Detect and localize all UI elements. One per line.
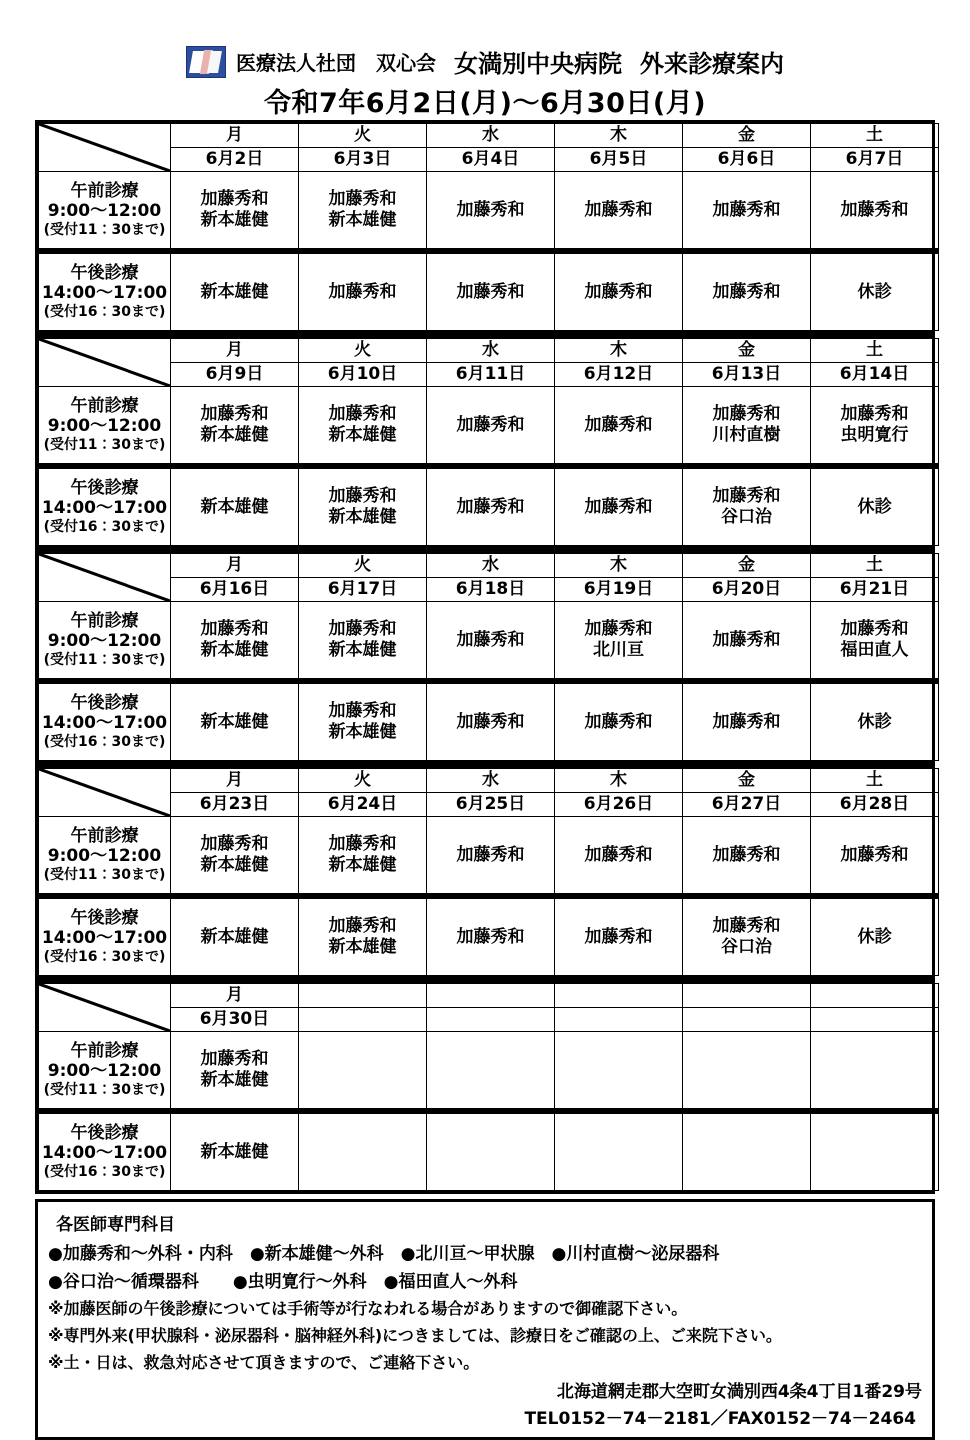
header-title-row <box>0 44 970 79</box>
doctor-name: 谷口治 <box>721 937 772 957</box>
doctor-name: 加藤秀和 <box>712 199 781 220</box>
afternoon-slot-2 <box>427 899 555 976</box>
morning-time-label: 午前診療 9:00〜12:00 (受付11：30まで) <box>39 1032 171 1109</box>
weekday-header-3: 木 <box>555 769 683 793</box>
weekday-header-3: 木 <box>555 339 683 363</box>
doctor-name: 加藤秀和 <box>584 619 653 640</box>
afternoon-slot-5 <box>811 469 939 546</box>
doctor-name: 加藤秀和 <box>584 414 653 435</box>
doctor-name: 北川亘 <box>593 640 644 660</box>
diagonal-line-icon <box>39 339 170 386</box>
afternoon-row <box>39 899 939 976</box>
doctor-name: 新本雄健 <box>328 937 397 957</box>
week-block-separator <box>38 761 932 768</box>
date-header-5: 6月21日 <box>811 578 939 602</box>
afternoon-time-label: 午後診療 14:00〜17:00 (受付16：30まで) <box>39 899 171 976</box>
schedule-period: 令和7年6月2日(月)〜6月30日(月) <box>263 88 707 119</box>
date-header-4 <box>683 1008 811 1032</box>
afternoon-slot-0 <box>171 899 299 976</box>
morning-slot-0 <box>171 817 299 894</box>
week-schedule-table <box>38 553 939 761</box>
afternoon-slot-5 <box>811 1114 939 1191</box>
morning-slot-2 <box>427 172 555 249</box>
date-header-0: 6月9日 <box>171 363 299 387</box>
doctor-name: 新本雄健 <box>328 507 397 527</box>
date-header-4: 6月20日 <box>683 578 811 602</box>
morning-time-label: 午前診療 9:00〜12:00 (受付11：30まで) <box>39 387 171 464</box>
doctor-name: 加藤秀和 <box>328 834 397 855</box>
date-header-2: 6月11日 <box>427 363 555 387</box>
doctor-name: 新本雄健 <box>200 281 269 302</box>
afternoon-slot-4 <box>683 254 811 331</box>
weekday-header-1: 火 <box>299 124 427 148</box>
afternoon-slot-2 <box>427 469 555 546</box>
morning-time-label: 午前診療 9:00〜12:00 (受付11：30まで) <box>39 172 171 249</box>
morning-slot-0 <box>171 387 299 464</box>
doctor-name: 加藤秀和 <box>584 496 653 517</box>
weekday-header-1: 火 <box>299 554 427 578</box>
morning-time-label: 午前診療 9:00〜12:00 (受付11：30まで) <box>39 602 171 679</box>
doctor-name: 加藤秀和 <box>456 629 525 650</box>
afternoon-row <box>39 254 939 331</box>
morning-slot-5 <box>811 387 939 464</box>
doctor-name: 新本雄健 <box>200 1070 269 1090</box>
weekday-header-4 <box>683 984 811 1008</box>
doctor-name: 新本雄健 <box>200 926 269 947</box>
afternoon-slot-4 <box>683 899 811 976</box>
afternoon-slot-0 <box>171 1114 299 1191</box>
doctor-name: 加藤秀和 <box>584 926 653 947</box>
weekday-header-0: 月 <box>171 339 299 363</box>
morning-row <box>39 172 939 249</box>
note-kato-afternoon: ※加藤医師の午後診療については手術等が行なわれる場合がありますので御確認下さい。 <box>48 1299 688 1318</box>
afternoon-time-label: 午後診療 14:00〜17:00 (受付16：30まで) <box>39 469 171 546</box>
doctor-name: 加藤秀和 <box>456 199 525 220</box>
hospital-tel-fax: TEL0152－74－2181／FAX0152－74－2464 <box>524 1409 916 1429</box>
morning-slot-4 <box>683 172 811 249</box>
schedule-table-container <box>35 120 935 1194</box>
afternoon-slot-5 <box>811 899 939 976</box>
weekday-header-row <box>39 984 939 1008</box>
weekday-header-1 <box>299 984 427 1008</box>
doctor-name: 新本雄健 <box>200 210 269 230</box>
diagonal-line-icon <box>39 769 170 816</box>
date-header-3: 6月5日 <box>555 148 683 172</box>
doctor-name: 加藤秀和 <box>712 486 781 507</box>
date-header-1: 6月24日 <box>299 793 427 817</box>
doctor-name: 加藤秀和 <box>200 189 269 210</box>
doctor-name: 加藤秀和 <box>200 834 269 855</box>
weekday-header-1: 火 <box>299 769 427 793</box>
morning-slot-4 <box>683 1032 811 1109</box>
weekday-header-3 <box>555 984 683 1008</box>
morning-slot-1 <box>299 1032 427 1109</box>
page-header <box>0 0 970 120</box>
doctor-name: 加藤秀和 <box>712 711 781 732</box>
morning-slot-3 <box>555 1032 683 1109</box>
weekday-header-2: 水 <box>427 769 555 793</box>
doctor-name: 福田直人 <box>840 640 909 660</box>
doctor-name: 新本雄健 <box>200 711 269 732</box>
table-corner-cell <box>39 124 171 172</box>
morning-slot-1 <box>299 602 427 679</box>
doctor-name: 川村直樹 <box>712 425 781 445</box>
date-header-1: 6月17日 <box>299 578 427 602</box>
doctor-name: 加藤秀和 <box>328 486 397 507</box>
afternoon-slot-4 <box>683 684 811 761</box>
weekday-header-0: 月 <box>171 124 299 148</box>
doctor-name: 加藤秀和 <box>328 916 397 937</box>
weekday-header-1: 火 <box>299 339 427 363</box>
morning-row <box>39 602 939 679</box>
morning-time-label: 午前診療 9:00〜12:00 (受付11：30まで) <box>39 817 171 894</box>
weekday-header-5: 土 <box>811 124 939 148</box>
date-header-1 <box>299 1008 427 1032</box>
morning-slot-2 <box>427 602 555 679</box>
morning-slot-3 <box>555 387 683 464</box>
week-schedule-table <box>38 123 939 331</box>
date-header-row <box>39 363 939 387</box>
doctor-name: 加藤秀和 <box>456 926 525 947</box>
date-header-row <box>39 793 939 817</box>
afternoon-slot-2 <box>427 684 555 761</box>
week-block-separator <box>38 331 932 338</box>
note-specialty-clinic: ※専門外来(甲状腺科・泌尿器科・脳神経外科)につきましては、診療日をご確認の上、ご来院下さい。 <box>48 1326 782 1345</box>
weekday-header-5: 土 <box>811 339 939 363</box>
date-header-2 <box>427 1008 555 1032</box>
weekday-header-5: 土 <box>811 769 939 793</box>
doctor-name: 加藤秀和 <box>456 844 525 865</box>
week-block-separator <box>38 546 932 553</box>
afternoon-slot-3 <box>555 1114 683 1191</box>
doctor-name: 加藤秀和 <box>712 844 781 865</box>
afternoon-time-label: 午後診療 14:00〜17:00 (受付16：30まで) <box>39 254 171 331</box>
morning-slot-2 <box>427 817 555 894</box>
weekday-header-4: 金 <box>683 339 811 363</box>
date-header-4: 6月27日 <box>683 793 811 817</box>
afternoon-slot-1 <box>299 899 427 976</box>
doctor-name: 加藤秀和 <box>456 496 525 517</box>
doctor-name: 加藤秀和 <box>200 1049 269 1070</box>
doctor-name: 虫明寛行 <box>840 425 909 445</box>
afternoon-time-label: 午後診療 14:00〜17:00 (受付16：30まで) <box>39 1114 171 1191</box>
doctor-name: 加藤秀和 <box>328 701 397 722</box>
date-header-5: 6月14日 <box>811 363 939 387</box>
afternoon-slot-0 <box>171 684 299 761</box>
morning-slot-4 <box>683 387 811 464</box>
week-block-separator <box>38 976 932 983</box>
doctor-name: 加藤秀和 <box>712 629 781 650</box>
doctor-name: 加藤秀和 <box>328 189 397 210</box>
weekday-header-4: 金 <box>683 124 811 148</box>
date-header-4: 6月13日 <box>683 363 811 387</box>
morning-slot-4 <box>683 602 811 679</box>
afternoon-slot-5 <box>811 254 939 331</box>
weekday-header-3: 木 <box>555 124 683 148</box>
doctor-name: 新本雄健 <box>328 722 397 742</box>
afternoon-slot-0 <box>171 254 299 331</box>
morning-slot-3 <box>555 602 683 679</box>
date-header-0: 6月23日 <box>171 793 299 817</box>
table-corner-cell <box>39 769 171 817</box>
afternoon-slot-3 <box>555 899 683 976</box>
afternoon-row <box>39 469 939 546</box>
morning-slot-5 <box>811 172 939 249</box>
week-schedule-table <box>38 983 939 1191</box>
weekday-header-5 <box>811 984 939 1008</box>
morning-row <box>39 387 939 464</box>
date-header-5: 6月28日 <box>811 793 939 817</box>
table-corner-cell <box>39 984 171 1032</box>
date-header-3: 6月12日 <box>555 363 683 387</box>
date-header-2: 6月4日 <box>427 148 555 172</box>
weekday-header-row <box>39 769 939 793</box>
morning-slot-2 <box>427 1032 555 1109</box>
doctor-name: 加藤秀和 <box>712 281 781 302</box>
morning-slot-4 <box>683 817 811 894</box>
date-header-5: 6月7日 <box>811 148 939 172</box>
date-header-row <box>39 578 939 602</box>
afternoon-slot-1 <box>299 469 427 546</box>
doctor-name: 新本雄健 <box>200 640 269 660</box>
weekday-header-2 <box>427 984 555 1008</box>
date-header-0: 6月2日 <box>171 148 299 172</box>
note-weekend-emergency: ※土・日は、救急対応させて頂きますので、ご連絡下さい。 <box>48 1353 480 1372</box>
weekday-header-row <box>39 124 939 148</box>
doctor-name: 新本雄健 <box>200 1141 269 1162</box>
closed-label: 休診 <box>857 496 892 517</box>
afternoon-slot-3 <box>555 684 683 761</box>
weekday-header-row <box>39 554 939 578</box>
date-header-4: 6月6日 <box>683 148 811 172</box>
morning-row <box>39 817 939 894</box>
weekday-header-3: 木 <box>555 554 683 578</box>
weekday-header-4: 金 <box>683 554 811 578</box>
date-header-0: 6月30日 <box>171 1008 299 1032</box>
table-corner-cell <box>39 554 171 602</box>
date-header-2: 6月18日 <box>427 578 555 602</box>
closed-label: 休診 <box>857 711 892 732</box>
table-corner-cell <box>39 339 171 387</box>
hospital-name: 女満別中央病院 <box>454 50 622 78</box>
weekday-header-row <box>39 339 939 363</box>
doctor-name: 新本雄健 <box>200 425 269 445</box>
afternoon-slot-1 <box>299 1114 427 1191</box>
date-header-3 <box>555 1008 683 1032</box>
doctor-name: 加藤秀和 <box>456 711 525 732</box>
weekday-header-2: 水 <box>427 339 555 363</box>
footer-notes-box <box>35 1199 935 1440</box>
doctor-name: 加藤秀和 <box>328 404 397 425</box>
doctor-name: 新本雄健 <box>328 855 397 875</box>
doctor-name: 新本雄健 <box>328 640 397 660</box>
doctor-name: 新本雄健 <box>200 496 269 517</box>
afternoon-time-label: 午後診療 14:00〜17:00 (受付16：30まで) <box>39 684 171 761</box>
afternoon-slot-5 <box>811 684 939 761</box>
organization-name: 医療法人社団 双心会 <box>236 51 436 75</box>
morning-slot-5 <box>811 1032 939 1109</box>
morning-slot-5 <box>811 817 939 894</box>
doctor-name: 加藤秀和 <box>840 199 909 220</box>
afternoon-slot-1 <box>299 684 427 761</box>
morning-slot-5 <box>811 602 939 679</box>
hospital-address: 北海道網走郡大空町女満別西4条4丁目1番29号 <box>556 1382 922 1402</box>
doctor-name: 加藤秀和 <box>840 619 909 640</box>
specialties-line-1: ●加藤秀和〜外科・内科 ●新本雄健〜外科 ●北川亘〜甲状腺 ●川村直樹〜泌尿器科 <box>48 1244 720 1264</box>
doctor-name: 加藤秀和 <box>584 844 653 865</box>
doctor-name: 加藤秀和 <box>712 916 781 937</box>
doctor-name: 新本雄健 <box>328 425 397 445</box>
doctor-name: 加藤秀和 <box>328 619 397 640</box>
doctor-name: 加藤秀和 <box>584 199 653 220</box>
doctor-name: 加藤秀和 <box>840 844 909 865</box>
morning-slot-0 <box>171 1032 299 1109</box>
morning-slot-1 <box>299 387 427 464</box>
specialties-line-2: ●谷口治〜循環器科 ●虫明寛行〜外科 ●福田直人〜外科 <box>48 1272 518 1292</box>
diagonal-line-icon <box>39 554 170 601</box>
doctor-name: 加藤秀和 <box>200 404 269 425</box>
weekday-header-4: 金 <box>683 769 811 793</box>
weekday-header-0: 月 <box>171 554 299 578</box>
date-header-1: 6月3日 <box>299 148 427 172</box>
date-header-row <box>39 1008 939 1032</box>
afternoon-slot-3 <box>555 469 683 546</box>
date-header-5 <box>811 1008 939 1032</box>
hospital-flag-logo-icon <box>186 46 226 78</box>
date-header-row <box>39 148 939 172</box>
weekday-header-5: 土 <box>811 554 939 578</box>
doctor-name: 谷口治 <box>721 507 772 527</box>
closed-label: 休診 <box>857 281 892 302</box>
doctor-name: 加藤秀和 <box>456 414 525 435</box>
date-header-3: 6月19日 <box>555 578 683 602</box>
weekday-header-0: 月 <box>171 984 299 1008</box>
morning-slot-2 <box>427 387 555 464</box>
morning-slot-3 <box>555 172 683 249</box>
doctor-name: 加藤秀和 <box>584 711 653 732</box>
afternoon-slot-2 <box>427 254 555 331</box>
doctor-name: 加藤秀和 <box>456 281 525 302</box>
date-header-0: 6月16日 <box>171 578 299 602</box>
week-schedule-table <box>38 768 939 976</box>
diagonal-line-icon <box>39 124 170 171</box>
doctor-name: 加藤秀和 <box>712 404 781 425</box>
weekday-header-2: 水 <box>427 124 555 148</box>
doctor-name: 加藤秀和 <box>840 404 909 425</box>
afternoon-slot-0 <box>171 469 299 546</box>
afternoon-slot-4 <box>683 1114 811 1191</box>
afternoon-slot-2 <box>427 1114 555 1191</box>
afternoon-row <box>39 1114 939 1191</box>
diagonal-line-icon <box>39 984 170 1031</box>
afternoon-slot-1 <box>299 254 427 331</box>
morning-slot-1 <box>299 817 427 894</box>
date-header-3: 6月26日 <box>555 793 683 817</box>
closed-label: 休診 <box>857 926 892 947</box>
doctor-name: 加藤秀和 <box>328 281 397 302</box>
page-title: 外来診療案内 <box>640 50 784 78</box>
afternoon-row <box>39 684 939 761</box>
morning-slot-0 <box>171 602 299 679</box>
doctor-name: 加藤秀和 <box>200 619 269 640</box>
morning-slot-0 <box>171 172 299 249</box>
weekday-header-0: 月 <box>171 769 299 793</box>
specialties-heading: 各医師専門科目 <box>56 1215 175 1235</box>
morning-slot-1 <box>299 172 427 249</box>
afternoon-slot-3 <box>555 254 683 331</box>
doctor-name: 新本雄健 <box>328 210 397 230</box>
doctor-name: 加藤秀和 <box>584 281 653 302</box>
morning-slot-3 <box>555 817 683 894</box>
date-header-1: 6月10日 <box>299 363 427 387</box>
week-schedule-table <box>38 338 939 546</box>
afternoon-slot-4 <box>683 469 811 546</box>
date-header-2: 6月25日 <box>427 793 555 817</box>
doctor-name: 新本雄健 <box>200 855 269 875</box>
weekday-header-2: 水 <box>427 554 555 578</box>
morning-row <box>39 1032 939 1109</box>
